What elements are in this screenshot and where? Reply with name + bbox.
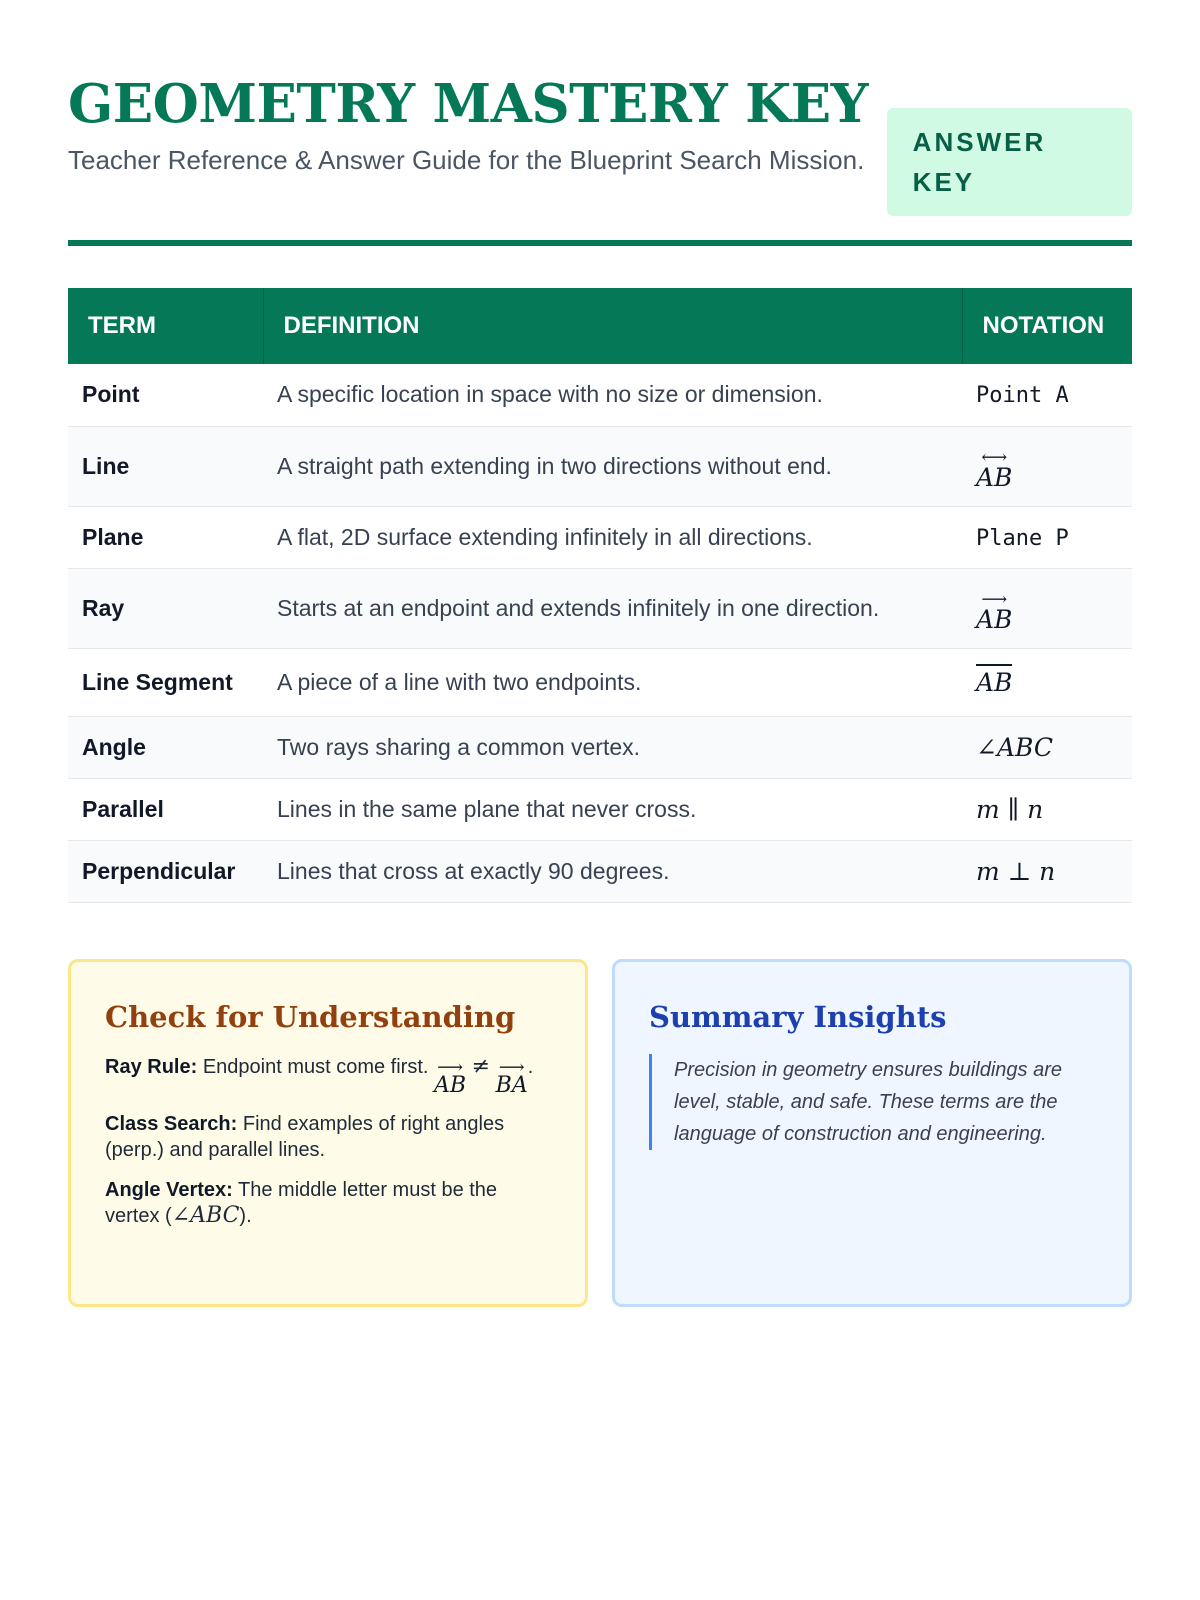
check-item-label: Ray Rule: — [105, 1055, 198, 1078]
term-cell: Parallel — [68, 778, 263, 840]
term-cell: Point — [68, 364, 263, 426]
ray-ab-letters: AB — [434, 1072, 467, 1098]
table-row-point — [68, 364, 1132, 426]
notation-perpendicular: m ⊥ n — [976, 856, 1056, 886]
notation-ray-letters: AB — [976, 605, 1013, 634]
notation-angle: ∠ABC — [976, 732, 1053, 762]
page-subtitle: Teacher Reference & Answer Guide for the Blueprint Search Mission. — [68, 145, 865, 175]
page-header — [68, 72, 1132, 246]
check-card-title: Check for Understanding — [105, 999, 516, 1034]
notation-line-letters: AB — [976, 463, 1013, 492]
check-item-angle-vertex — [105, 1177, 551, 1229]
notation-cell — [962, 364, 1132, 426]
definition-cell: A specific location in space with no size or dimension. — [263, 364, 962, 426]
summary-quote: Precision in geometry ensures buildings are level, stable, and safe. These terms are the language of construction and engineering. — [649, 1054, 1095, 1150]
term-cell: Perpendicular — [68, 840, 263, 902]
column-header-notation: NOTATION — [962, 288, 1132, 364]
right-arrow-icon: ⟶ — [981, 589, 1008, 610]
term-cell: Line Segment — [68, 648, 263, 716]
check-item-label: Class Search: — [105, 1112, 238, 1135]
term-cell: Plane — [68, 506, 263, 568]
definition-cell: Lines that cross at exactly 90 degrees. — [263, 840, 962, 902]
column-header-term: TERM — [68, 288, 263, 364]
term-cell: Line — [68, 426, 263, 506]
notation-cell — [962, 568, 1132, 648]
table-body — [68, 364, 1132, 902]
notation-segment: AB — [976, 664, 1012, 697]
check-item-text: Endpoint must come first. — [202, 1055, 429, 1078]
ray-ba-notation — [495, 1056, 528, 1098]
check-for-understanding-card — [68, 959, 588, 1307]
notation-cell — [962, 648, 1132, 716]
double-arrow-icon: ⟷ — [981, 447, 1008, 468]
page-title: GEOMETRY MASTERY KEY — [68, 73, 868, 135]
notation-cell — [962, 778, 1132, 840]
table-row-angle — [68, 716, 1132, 778]
summary-card-title: Summary Insights — [649, 999, 947, 1034]
check-item-ray-rule — [105, 1054, 551, 1097]
table-header-row — [68, 288, 1132, 364]
check-item-end: . — [527, 1055, 534, 1078]
definition-cell: Starts at an endpoint and extends infinitely in one direction. — [263, 568, 962, 648]
definition-cell: A flat, 2D surface extending infinitely in all directions. — [263, 506, 962, 568]
notation-line — [976, 447, 1013, 492]
terms-table — [68, 288, 1132, 903]
table-row-plane — [68, 506, 1132, 568]
notation-cell — [962, 506, 1132, 568]
table-row-ray — [68, 568, 1132, 648]
check-item-text: The middle letter must be the vertex ( — [105, 1178, 498, 1227]
definition-cell: A piece of a line with two endpoints. — [263, 648, 962, 716]
check-item-label: Angle Vertex: — [105, 1178, 233, 1201]
ray-ba-letters: BA — [495, 1072, 528, 1098]
term-cell: Angle — [68, 716, 263, 778]
definition-cell: Two rays sharing a common vertex. — [263, 716, 962, 778]
notation-parallel: m ∥ n — [976, 794, 1044, 824]
summary-insights-card — [612, 959, 1132, 1307]
right-arrow-icon: ⟶ — [498, 1056, 525, 1078]
table-row-perpendicular — [68, 840, 1132, 902]
table-row-line-segment — [68, 648, 1132, 716]
definition-cell: Lines in the same plane that never cross. — [263, 778, 962, 840]
table-row-line — [68, 426, 1132, 506]
term-cell: Ray — [68, 568, 263, 648]
table-header — [68, 288, 1132, 364]
check-item-end: ). — [239, 1204, 252, 1227]
header-text — [68, 72, 887, 180]
notation-cell — [962, 840, 1132, 902]
notation-point: Point A — [976, 383, 1069, 409]
info-cards — [68, 959, 1132, 1307]
notation-ray — [976, 589, 1013, 634]
right-arrow-icon: ⟶ — [437, 1056, 463, 1078]
not-equal-symbol: ≠ — [471, 1053, 491, 1079]
table-row-parallel — [68, 778, 1132, 840]
definition-cell: A straight path extending in two directions without end. — [263, 426, 962, 506]
notation-plane: Plane P — [976, 525, 1069, 551]
column-header-definition: DEFINITION — [263, 288, 962, 364]
check-item-text: Find examples of right angles (perp.) and parallel lines. — [105, 1112, 505, 1161]
ray-ab-notation — [434, 1056, 467, 1098]
check-item-class-search — [105, 1111, 551, 1163]
answer-key-badge: ANSWER KEY — [887, 108, 1132, 216]
angle-abc-notation: ∠ABC — [171, 1202, 240, 1228]
notation-cell — [962, 716, 1132, 778]
notation-cell — [962, 426, 1132, 506]
